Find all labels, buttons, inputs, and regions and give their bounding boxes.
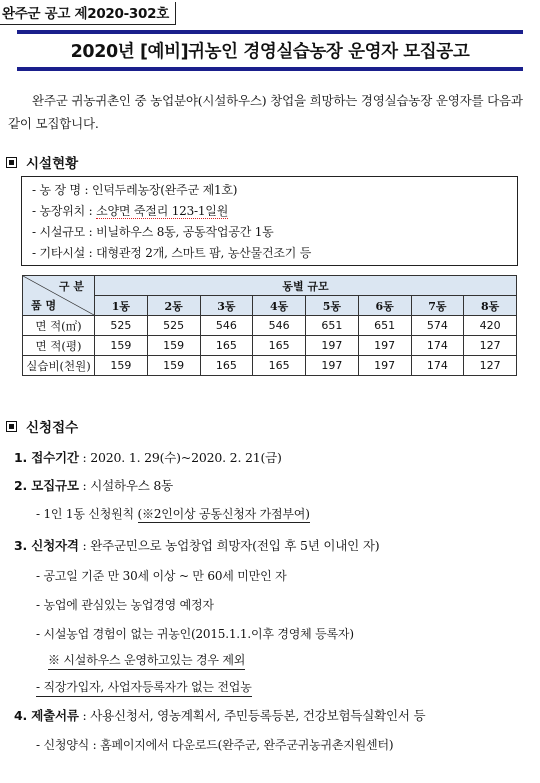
table-cell: 197 xyxy=(358,336,411,356)
eligibility-exclusion-note: ※ 시설하우스 운영하고있는 경우 제외 xyxy=(48,651,245,670)
table-cell: 546 xyxy=(253,316,306,336)
eligibility-interest: - 농업에 관심있는 농업경영 예정자 xyxy=(36,598,214,612)
table-row xyxy=(23,336,517,356)
table-cell: 420 xyxy=(464,316,517,336)
table-cell: 574 xyxy=(411,316,464,336)
document-title: 2020년 [예비]귀농인 경영실습농장 운영자 모집공고 xyxy=(70,42,470,62)
application-section-heading xyxy=(6,416,78,436)
table-cell: 651 xyxy=(306,316,359,336)
table-cell: 165 xyxy=(253,336,306,356)
table-cell: 127 xyxy=(464,336,517,356)
eligibility-experience: - 시설농업 경험이 없는 귀농인(2015.1.1.이후 경영체 등록자) xyxy=(36,627,354,641)
facility-line-scale: - 시설규모 : 비닐하우스 8동, 공동작업공간 1동 xyxy=(32,225,274,239)
title-banner xyxy=(17,30,523,71)
column-header: 7동 xyxy=(411,296,464,316)
column-header: 1동 xyxy=(95,296,148,316)
table-cell: 174 xyxy=(411,356,464,376)
corner-bottom-label: 품 명 xyxy=(31,299,57,312)
table-cell: 197 xyxy=(306,336,359,356)
table-cell: 159 xyxy=(147,336,200,356)
facility-section-heading xyxy=(6,152,78,172)
column-header: 8동 xyxy=(464,296,517,316)
item-period: 1. 접수기간 : 2020. 1. 29(수)~2020. 2. 21(금) xyxy=(14,450,282,465)
table-cell: 525 xyxy=(95,316,148,336)
facility-line-farm-name: - 농 장 명 : 인덕두레농장(완주군 제1호) xyxy=(32,183,238,197)
facility-info-box xyxy=(21,176,518,266)
table-corner-cell xyxy=(23,276,95,316)
table-cell: 546 xyxy=(200,316,253,336)
group-header: 동별 규모 xyxy=(95,276,517,296)
intro-paragraph: 완주군 귀농귀촌인 중 농업분야(시설하우스) 창업을 희망하는 경영실습농장 운영자를 다음과 같이 모집합니다. xyxy=(8,93,523,131)
column-header: 3동 xyxy=(200,296,253,316)
column-header: 4동 xyxy=(253,296,306,316)
table-cell: 174 xyxy=(411,336,464,356)
table-row xyxy=(23,316,517,336)
facility-line-other: - 기타시설 : 대형관정 2개, 스마트 팜, 농산물건조기 등 xyxy=(32,246,312,260)
area-table xyxy=(22,275,517,376)
item-scale: 2. 모집규모 : 시설하우스 8동 xyxy=(14,478,174,493)
table-cell: 165 xyxy=(200,356,253,376)
table-row xyxy=(23,356,517,376)
table-cell: 197 xyxy=(358,356,411,376)
application-heading-text: 신청접수 xyxy=(26,420,79,436)
row-label: 면 적(㎡) xyxy=(23,316,95,336)
notice-number: 완주군 공고 제2020-302호 xyxy=(0,2,176,25)
table-cell: 165 xyxy=(200,336,253,356)
facility-heading-text: 시설현황 xyxy=(26,156,79,172)
eligibility-fulltime: - 직장가입자, 사업자등록자가 없는 전업농 xyxy=(36,678,252,697)
table-cell: 127 xyxy=(464,356,517,376)
eligibility-age: - 공고일 기준 만 30세 이상 ~ 만 60세 미만인 자 xyxy=(36,569,287,583)
table-cell: 165 xyxy=(253,356,306,376)
square-bullet-icon xyxy=(6,157,17,168)
item-documents: 4. 제출서류 : 사용신청서, 영농계획서, 주민등록등본, 건강보험득실확인서 등 xyxy=(14,708,426,723)
column-header: 2동 xyxy=(147,296,200,316)
facility-line-location: - 농장위치 : 소양면 죽절리 123-1일원 xyxy=(32,204,229,218)
column-header: 6동 xyxy=(358,296,411,316)
table-cell: 159 xyxy=(147,356,200,376)
table-cell: 651 xyxy=(358,316,411,336)
documents-form-note: - 신청양식 : 홈페이지에서 다운로드(완주군, 완주군귀농귀촌지원센터) xyxy=(36,738,394,752)
column-header: 5동 xyxy=(306,296,359,316)
table-cell: 525 xyxy=(147,316,200,336)
table-cell: 197 xyxy=(306,356,359,376)
square-bullet-icon xyxy=(6,421,17,432)
item-eligibility: 3. 신청자격 : 완주군민으로 농업창업 희망자(전입 후 5년 이내인 자) xyxy=(14,538,380,553)
row-label: 실습비(천원) xyxy=(23,356,95,376)
row-label: 면 적(평) xyxy=(23,336,95,356)
table-cell: 159 xyxy=(95,336,148,356)
table-cell: 159 xyxy=(95,356,148,376)
item-scale-sub: - 1인 1동 신청원칙 (※2인이상 공동신청자 가점부여) xyxy=(36,507,310,521)
corner-top-label: 구 분 xyxy=(58,280,84,293)
